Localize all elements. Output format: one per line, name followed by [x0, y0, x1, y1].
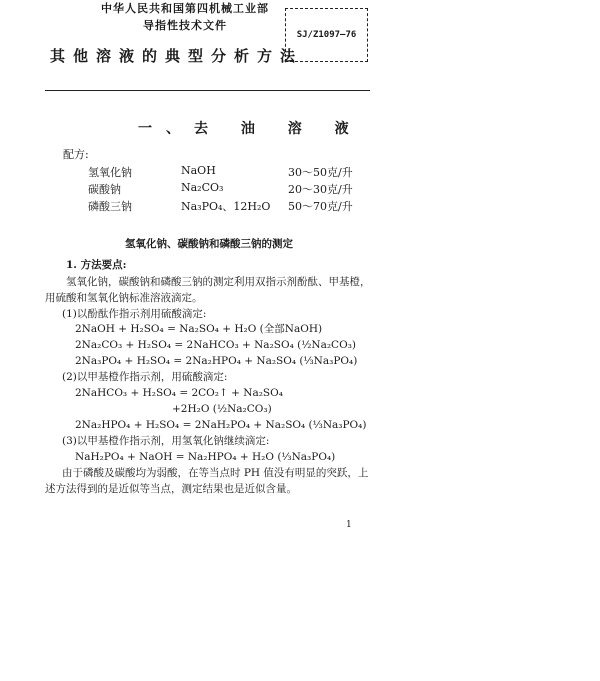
method-intro-line-1: 氢氧化钠，碳酸钠和磷酸三钠的测定利用双指示剂酚酞、甲基橙，	[66, 276, 371, 288]
method-intro-line-2: 用硫酸和氢氧化钠标准溶液滴定。	[45, 292, 203, 304]
chemical-formula: NaOH	[181, 164, 216, 177]
chemical-name: 碳酸钠	[88, 183, 121, 196]
concentration: 20～30克/升	[288, 183, 353, 196]
analysis-subheading: 氢氧化钠、碳酸钠和磷酸三钠的测定	[125, 238, 293, 250]
reaction-equation: 2Na₂CO₃ + H₂SO₄ = 2NaHCO₃ + Na₂SO₄ (½Na₂CO₃)	[75, 339, 357, 351]
concentration: 30～50克/升	[288, 166, 353, 179]
chemical-name: 磷酸三钠	[88, 200, 132, 213]
concentration: 50～70克/升	[288, 200, 353, 213]
reaction-equation: 2Na₃PO₄ + H₂SO₄ = 2Na₂HPO₄ + Na₂SO₄ (⅓Na₃PO₄)	[75, 355, 358, 367]
step-3-label: (3)以甲基橙作指示剂，用氢氧化钠继续滴定:	[62, 435, 270, 447]
reaction-equation: NaH₂PO₄ + NaOH = Na₂HPO₄ + H₂O (⅓Na₃PO₄)	[75, 451, 336, 463]
reaction-equation: 2NaOH + H₂SO₄ = Na₂SO₄ + H₂O (全部NaOH)	[75, 323, 323, 335]
method-heading: 1. 方法要点:	[66, 259, 127, 271]
chemical-formula: Na₃PO₄、12H₂O	[181, 200, 271, 213]
reaction-equation-continuation: +2H₂O (½Na₂CO₃)	[172, 403, 272, 415]
section-title: 一、去 油 溶 液	[138, 121, 363, 137]
document-title: 其他溶液的典型分析方法	[50, 47, 304, 65]
formula-label: 配方:	[63, 148, 89, 161]
conclusion-line-2: 述方法得到的是近似等当点，测定结果也是近似含量。	[45, 483, 297, 495]
standard-number: SJ/Z1097—76	[296, 30, 357, 40]
conclusion-line-1: 由于磷酸及碳酸均为弱酸，在等当点时 PH 值没有明显的突跃，上	[62, 467, 369, 479]
page-number: 1	[346, 520, 352, 530]
document-type: 导指性技术文件	[143, 19, 227, 32]
header-divider	[45, 90, 370, 91]
reaction-equation: 2Na₂HPO₄ + H₂SO₄ = 2NaH₂PO₄ + Na₂SO₄ (⅓Na₃PO₄)	[75, 419, 367, 431]
chemical-name: 氢氧化钠	[88, 166, 132, 179]
ministry-name: 中华人民共和国第四机械工业部	[101, 2, 269, 15]
reaction-equation: 2NaHCO₃ + H₂SO₄ = 2CO₂↑ + Na₂SO₄	[75, 387, 283, 399]
chemical-formula: Na₂CO₃	[181, 181, 224, 194]
step-1-label: (1)以酚酞作指示剂用硫酸滴定:	[62, 308, 207, 320]
step-2-label: (2)以甲基橙作指示剂，用硫酸滴定:	[62, 371, 228, 383]
